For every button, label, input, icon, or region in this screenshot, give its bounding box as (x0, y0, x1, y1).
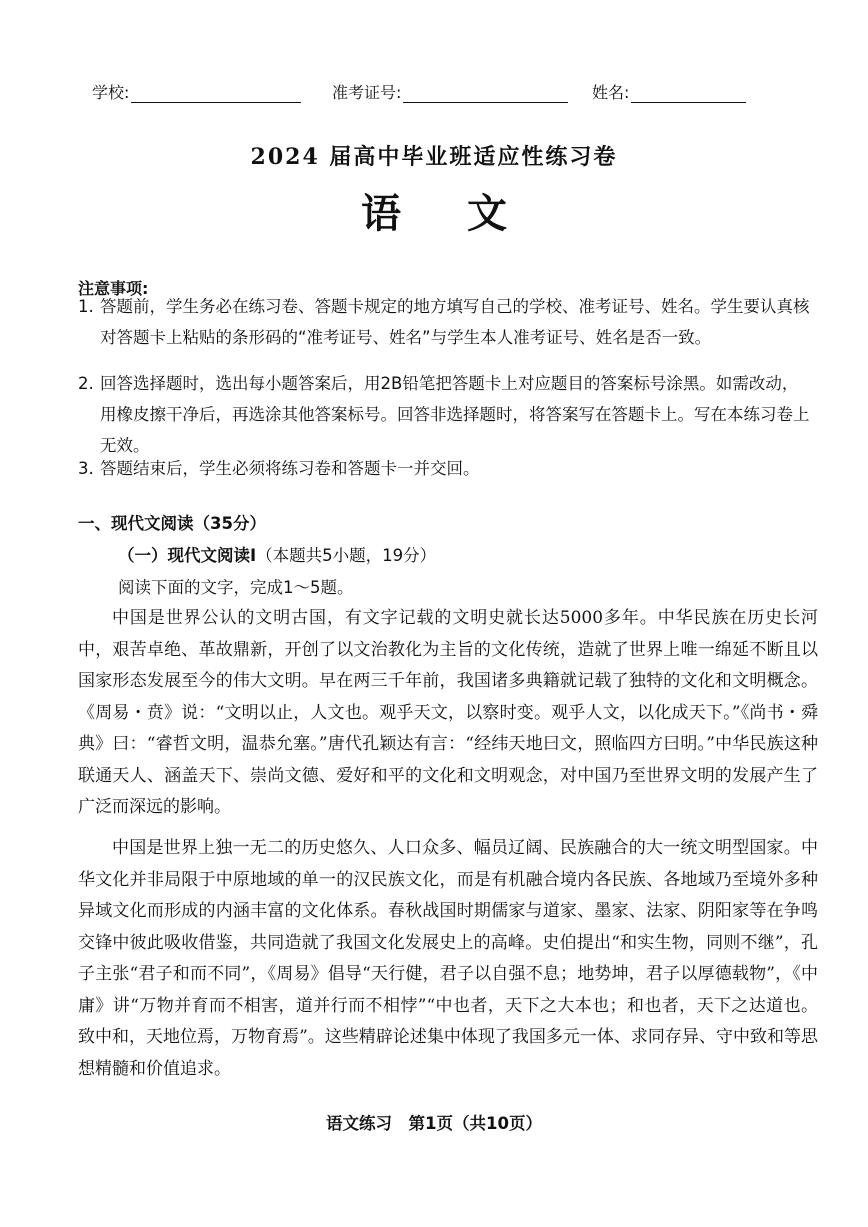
exam-id-label: 准考证号: (332, 83, 402, 102)
name-label: 姓名: (592, 83, 630, 102)
passage-paragraph-2: 中国是世界上独一无二的历史悠久、人口众多、幅员辽阔、民族融合的大一统文明型国家。中华文化并非局限于中原地域的单一的汉民族文化，而是有机融合境内各民族、各地域乃至境外多种异域文化而形成的内涵丰富的文化体系。春秋战国时期儒家与道家、墨家、法家、阴阳家等在争鸣交锋中彼此吸收借鉴，共同造就了我国文化发展史上的高峰。史伯提出“和实生物，同则不继”，孔子主张“君子和而不同”，《周易》倡导“天行健，君子以自强不息；地势坤，君子以厚德载物”，《中庸》讲“万物并育而不相害，道并行而不相悖”“中也者，天下之大本也；和也者，天下之达道也。致中和，天地位焉，万物育焉”。这些精辟论述集中体现了我国多元一体、求同存异、守中致和等思想精髓和价值追求。 (78, 838, 818, 1079)
subject-title: 语 文 (361, 190, 533, 237)
exam-id-blank-line[interactable] (403, 84, 568, 103)
notice-item-text: 答题前，学生务必在练习卷、答题卡规定的地方填写自己的学校、准考证号、姓名。学生要认真核对答题卡上粘贴的条形码的“准考证号、姓名”与学生本人准考证号、姓名是否一致。 (100, 297, 810, 347)
page-footer: 语文练习 第1页（共10页） (326, 1114, 542, 1133)
section-heading: 一、现代文阅读（35分） (78, 514, 266, 533)
notice-item-text: 答题结束后，学生必须将练习卷和答题卡一并交回。 (100, 459, 480, 478)
notice-item (78, 453, 814, 485)
school-field[interactable] (92, 80, 301, 103)
name-field[interactable] (592, 80, 746, 103)
name-blank-line[interactable] (631, 84, 746, 103)
subsection-title: （一）现代文阅读Ⅰ (118, 546, 257, 565)
exam-title: 2024 届高中毕业班适应性练习卷 (250, 144, 618, 170)
notice-item-number: 2. (78, 374, 94, 393)
school-blank-line[interactable] (131, 84, 301, 103)
notice-item-text: 回答选择题时，选出每小题答案后，用2B铅笔把答题卡上对应题目的答案标号涂黑。如需改动，用橡皮擦干净后，再选涂其他答案标号。回答非选择题时，将答案写在答题卡上。写在本练习卷上无效。 (100, 374, 810, 455)
notice-item (78, 368, 814, 464)
reading-instruction: 阅读下面的文字，完成1～5题。 (118, 578, 354, 597)
candidate-info-row (92, 80, 782, 110)
exam-id-field[interactable] (332, 80, 568, 103)
notice-item-number: 3. (78, 459, 94, 478)
passage-paragraph-1: 中国是世界公认的文明古国，有文字记载的文明史就长达5000多年。中华民族在历史长河中，艰苦卓绝、革故鼎新，开创了以文治教化为主旨的文化传统，造就了世界上唯一绵延不断且以国家形态发展至今的伟大文明。早在两三千年前，我国诸多典籍就记载了独特的文化和文明概念。《周易・贲》说：“文明以止，人文也。观乎天文，以察时变。观乎人文，以化成天下。”《尚书・舜典》曰：“睿哲文明，温恭允塞。”唐代孔颖达有言：“经纬天地曰文，照临四方曰明。”中华民族这种联通天人、涵盖天下、崇尚文德、爱好和平的文化和文明观念，对中国乃至世界文明的发展产生了广泛而深远的影响。 (78, 608, 818, 817)
notice-item-number: 1. (78, 297, 94, 316)
subsection-heading (118, 542, 436, 566)
notice-heading: 注意事项: (78, 279, 149, 298)
subsection-detail: （本题共5小题，19分） (256, 546, 437, 565)
school-label: 学校: (92, 83, 130, 102)
